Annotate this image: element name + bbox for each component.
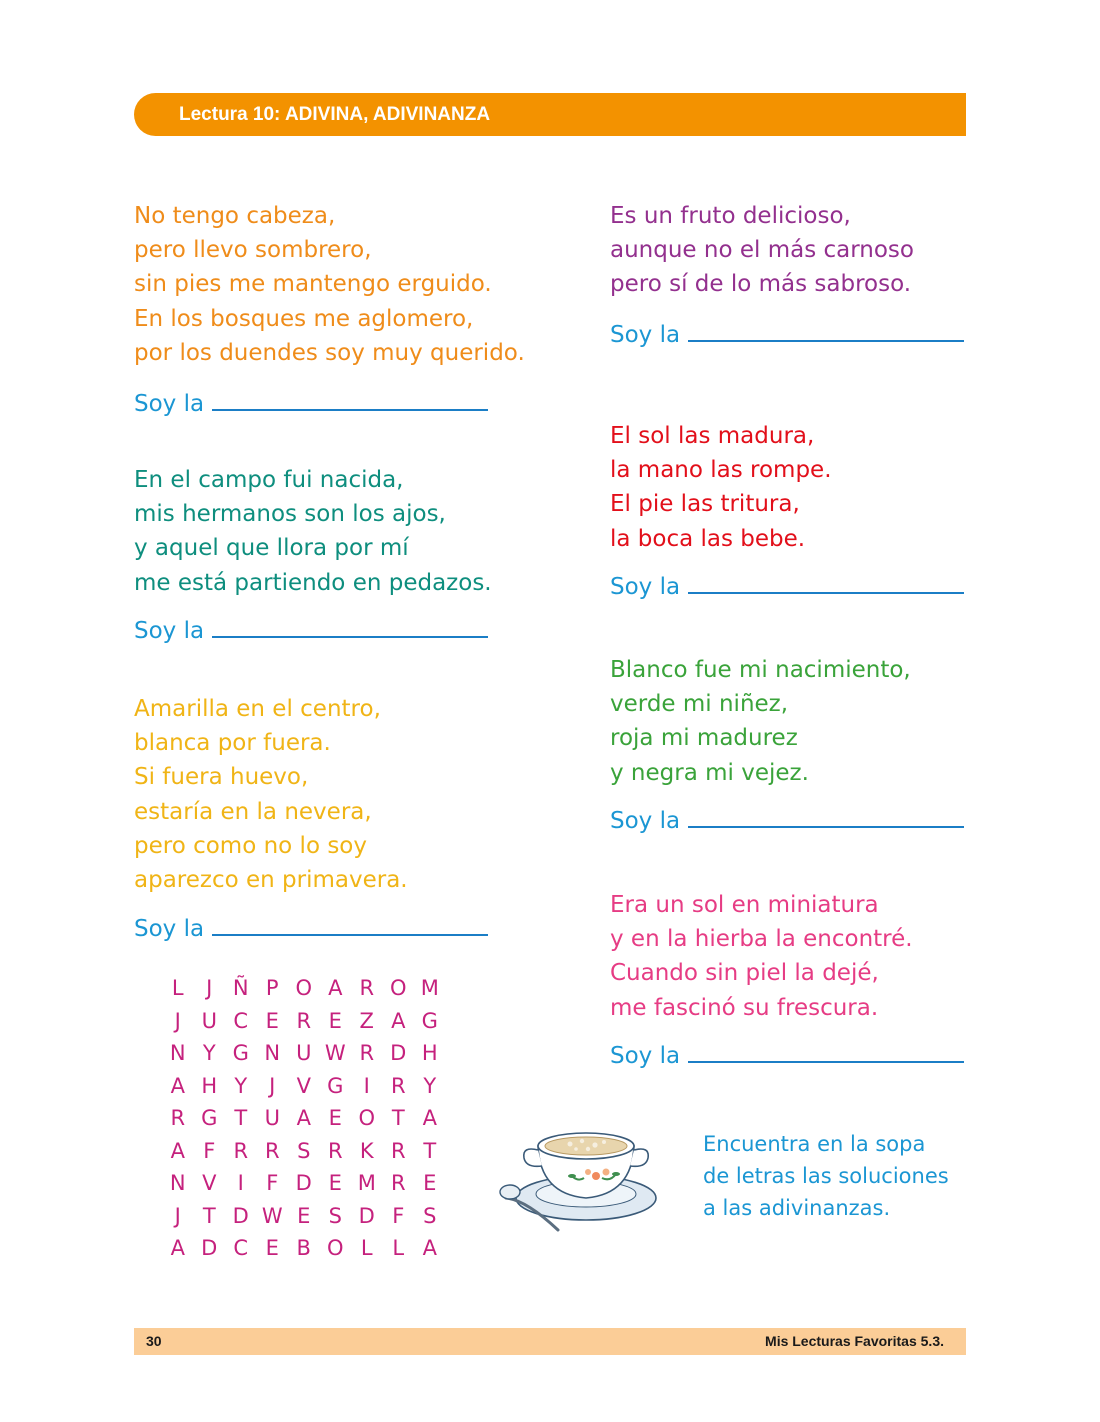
- grid-letter[interactable]: Y: [202, 1041, 216, 1065]
- grid-letter[interactable]: M: [357, 1171, 376, 1195]
- grid-letter[interactable]: G: [232, 1041, 249, 1065]
- riddle-line: me fascinó su frescura.: [610, 994, 879, 1021]
- riddle-line: Blanco fue mi nacimiento,: [610, 657, 911, 683]
- answer-4: [610, 320, 964, 350]
- riddle-line: la mano las rompe.: [610, 457, 832, 484]
- grid-letter[interactable]: E: [328, 1171, 342, 1195]
- answer-5: [610, 572, 964, 602]
- grid-letter[interactable]: O: [389, 976, 407, 1000]
- grid-letter[interactable]: E: [423, 1171, 437, 1195]
- grid-letter[interactable]: U: [264, 1106, 280, 1130]
- grid-letter[interactable]: E: [328, 1106, 342, 1130]
- grid-letter[interactable]: A: [170, 1236, 185, 1260]
- riddle-line: En el campo fui nacida,: [134, 467, 404, 493]
- grid-letter[interactable]: T: [391, 1106, 405, 1130]
- grid-letter[interactable]: L: [360, 1236, 373, 1260]
- footer-bar: [134, 1328, 966, 1355]
- grid-letter[interactable]: T: [234, 1106, 248, 1130]
- grid-letter[interactable]: G: [327, 1073, 344, 1098]
- grid-letter[interactable]: M: [420, 976, 439, 1000]
- grid-letter[interactable]: A: [296, 1106, 311, 1130]
- riddle-line: Amarilla en el centro,: [134, 696, 381, 722]
- grid-letter[interactable]: A: [328, 976, 343, 1000]
- riddle-4: [610, 199, 914, 302]
- answer-blank-line[interactable]: [688, 592, 964, 594]
- answer-label: Soy la: [610, 574, 681, 600]
- answer-label: Soy la: [134, 391, 205, 417]
- grid-letter[interactable]: V: [296, 1073, 311, 1098]
- riddle-line: roja mi madurez: [610, 725, 798, 752]
- answer-blank-line[interactable]: [688, 826, 964, 828]
- grid-letter[interactable]: R: [170, 1106, 186, 1130]
- grid-letter[interactable]: A: [422, 1236, 437, 1260]
- riddle-line: En los bosques me aglomero,: [134, 305, 474, 332]
- grid-letter[interactable]: O: [326, 1236, 344, 1260]
- page-title: Lectura 10: ADIVINA, ADIVINANZA: [179, 104, 491, 125]
- word-search-grid: [162, 972, 446, 1265]
- riddle-line: verde mi niñez,: [610, 691, 789, 718]
- answer-label: Soy la: [610, 322, 681, 348]
- grid-letter[interactable]: O: [358, 1106, 376, 1130]
- grid-letter[interactable]: L: [171, 976, 184, 1000]
- grid-letter[interactable]: H: [421, 1041, 438, 1065]
- riddle-line: Si fuera huevo,: [134, 764, 309, 791]
- grid-letter[interactable]: Ñ: [232, 976, 249, 1000]
- grid-letter[interactable]: D: [390, 1041, 407, 1065]
- riddle-line: me está partiendo en pedazos.: [134, 569, 492, 596]
- riddle-line: mis hermanos son los ajos,: [134, 501, 446, 528]
- grid-letter[interactable]: J: [174, 1203, 181, 1228]
- grid-letter[interactable]: B: [296, 1236, 311, 1260]
- grid-letter[interactable]: R: [359, 976, 375, 1000]
- grid-letter[interactable]: J: [174, 1008, 181, 1033]
- grid-letter[interactable]: R: [264, 1138, 280, 1163]
- grid-letter[interactable]: H: [201, 1073, 218, 1098]
- riddle-1: [134, 199, 525, 370]
- answer-label: Soy la: [610, 808, 681, 834]
- riddle-line: la boca las bebe.: [610, 525, 806, 552]
- grid-letter[interactable]: D: [295, 1171, 312, 1195]
- grid-letter[interactable]: E: [297, 1203, 311, 1228]
- instruction-line: de letras las soluciones: [703, 1164, 949, 1188]
- riddle-line: Era un sol en miniatura: [610, 892, 879, 918]
- answer-2: [134, 616, 488, 646]
- instruction-text: [703, 1128, 949, 1224]
- grid-letter[interactable]: A: [391, 1008, 406, 1033]
- grid-letter[interactable]: D: [358, 1203, 375, 1228]
- riddle-line: aparezco en primavera.: [134, 867, 408, 894]
- riddle-line: y en la hierba la encontré.: [610, 926, 913, 953]
- grid-letter[interactable]: K: [359, 1138, 374, 1163]
- grid-letter[interactable]: L: [392, 1236, 405, 1260]
- grid-letter[interactable]: R: [390, 1138, 406, 1163]
- grid-letter[interactable]: I: [237, 1171, 244, 1195]
- grid-letter[interactable]: R: [327, 1138, 343, 1163]
- riddle-line: estaría en la nevera,: [134, 798, 372, 825]
- riddle-line: El pie las tritura,: [610, 491, 800, 518]
- riddle-3: [134, 692, 408, 897]
- riddle-5: [610, 419, 832, 556]
- riddle-6: [610, 653, 911, 790]
- grid-letter[interactable]: T: [423, 1138, 437, 1163]
- instruction-line: a las adivinanzas.: [703, 1196, 891, 1220]
- riddle-line: El sol las madura,: [610, 423, 815, 449]
- grid-letter[interactable]: S: [328, 1203, 342, 1228]
- riddle-line: Cuando sin piel la dejé,: [610, 960, 879, 987]
- grid-letter[interactable]: G: [421, 1008, 438, 1033]
- grid-letter[interactable]: J: [206, 976, 213, 1000]
- grid-letter[interactable]: Y: [234, 1073, 248, 1098]
- grid-letter[interactable]: U: [201, 1008, 217, 1033]
- answer-7: [610, 1041, 964, 1071]
- grid-letter[interactable]: R: [233, 1138, 249, 1163]
- header-bar: [134, 93, 966, 136]
- grid-letter[interactable]: I: [363, 1073, 370, 1098]
- answer-blank-line[interactable]: [212, 934, 488, 936]
- answer-3: [134, 914, 488, 944]
- grid-letter[interactable]: E: [265, 1236, 279, 1260]
- answer-blank-line[interactable]: [688, 1061, 964, 1063]
- grid-letter[interactable]: N: [169, 1041, 186, 1065]
- riddle-line: sin pies me mantengo erguido.: [134, 271, 492, 298]
- grid-letter[interactable]: Z: [359, 1008, 374, 1033]
- grid-letter[interactable]: N: [264, 1041, 281, 1065]
- grid-letter[interactable]: F: [203, 1138, 216, 1163]
- grid-letter[interactable]: F: [392, 1203, 405, 1228]
- grid-letter[interactable]: V: [202, 1171, 217, 1195]
- soup-bowl-icon: [498, 1116, 662, 1236]
- riddle-line: pero llevo sombrero,: [134, 237, 372, 264]
- answer-blank-line[interactable]: [212, 409, 488, 411]
- grid-letter[interactable]: A: [170, 1138, 185, 1163]
- grid-letter[interactable]: A: [422, 1106, 437, 1130]
- grid-letter[interactable]: J: [269, 1073, 276, 1098]
- riddle-line: y negra mi vejez.: [610, 759, 809, 786]
- riddle-7: [610, 888, 913, 1025]
- answer-blank-line[interactable]: [212, 636, 488, 638]
- grid-letter[interactable]: R: [359, 1041, 375, 1065]
- grid-letter[interactable]: R: [296, 1008, 312, 1033]
- answer-label: Soy la: [610, 1043, 681, 1069]
- grid-letter[interactable]: N: [169, 1171, 186, 1195]
- grid-letter[interactable]: U: [296, 1041, 312, 1065]
- grid-letter[interactable]: C: [233, 1236, 249, 1260]
- answer-label: Soy la: [134, 618, 205, 644]
- grid-letter[interactable]: D: [232, 1203, 249, 1228]
- riddle-line: blanca por fuera.: [134, 730, 331, 757]
- page-number: 30: [146, 1333, 162, 1349]
- grid-letter[interactable]: S: [297, 1138, 311, 1163]
- answer-blank-line[interactable]: [688, 340, 964, 342]
- riddle-line: Es un fruto delicioso,: [610, 203, 851, 229]
- grid-letter[interactable]: C: [233, 1008, 249, 1033]
- riddle-line: aunque no el más carnoso: [610, 237, 914, 264]
- riddle-line: por los duendes soy muy querido.: [134, 339, 525, 366]
- grid-letter[interactable]: W: [261, 1203, 283, 1228]
- grid-letter[interactable]: O: [295, 976, 313, 1000]
- riddle-line: No tengo cabeza,: [134, 203, 336, 229]
- grid-letter[interactable]: Y: [423, 1073, 437, 1098]
- grid-letter[interactable]: E: [265, 1008, 279, 1033]
- answer-label: Soy la: [134, 916, 205, 942]
- grid-letter[interactable]: P: [265, 976, 279, 1000]
- grid-letter[interactable]: D: [201, 1236, 218, 1260]
- riddle-line: y aquel que llora por mí: [134, 535, 409, 562]
- riddle-line: pero como no lo soy: [134, 832, 367, 859]
- riddle-line: pero sí de lo más sabroso.: [610, 271, 912, 298]
- grid-letter[interactable]: E: [328, 1008, 342, 1033]
- grid-letter[interactable]: R: [390, 1073, 406, 1098]
- instruction-line: Encuentra en la sopa: [703, 1132, 926, 1156]
- book-title: Mis Lecturas Favoritas 5.3.: [765, 1333, 944, 1349]
- grid-letter[interactable]: A: [170, 1073, 185, 1098]
- grid-letter[interactable]: W: [324, 1041, 346, 1065]
- grid-letter[interactable]: S: [423, 1203, 437, 1228]
- grid-letter[interactable]: T: [202, 1203, 216, 1228]
- answer-6: [610, 806, 964, 836]
- grid-letter[interactable]: F: [266, 1171, 279, 1195]
- riddle-2: [134, 463, 492, 600]
- answer-1: [134, 389, 488, 419]
- grid-letter[interactable]: G: [201, 1106, 218, 1130]
- grid-letter[interactable]: R: [390, 1171, 406, 1195]
